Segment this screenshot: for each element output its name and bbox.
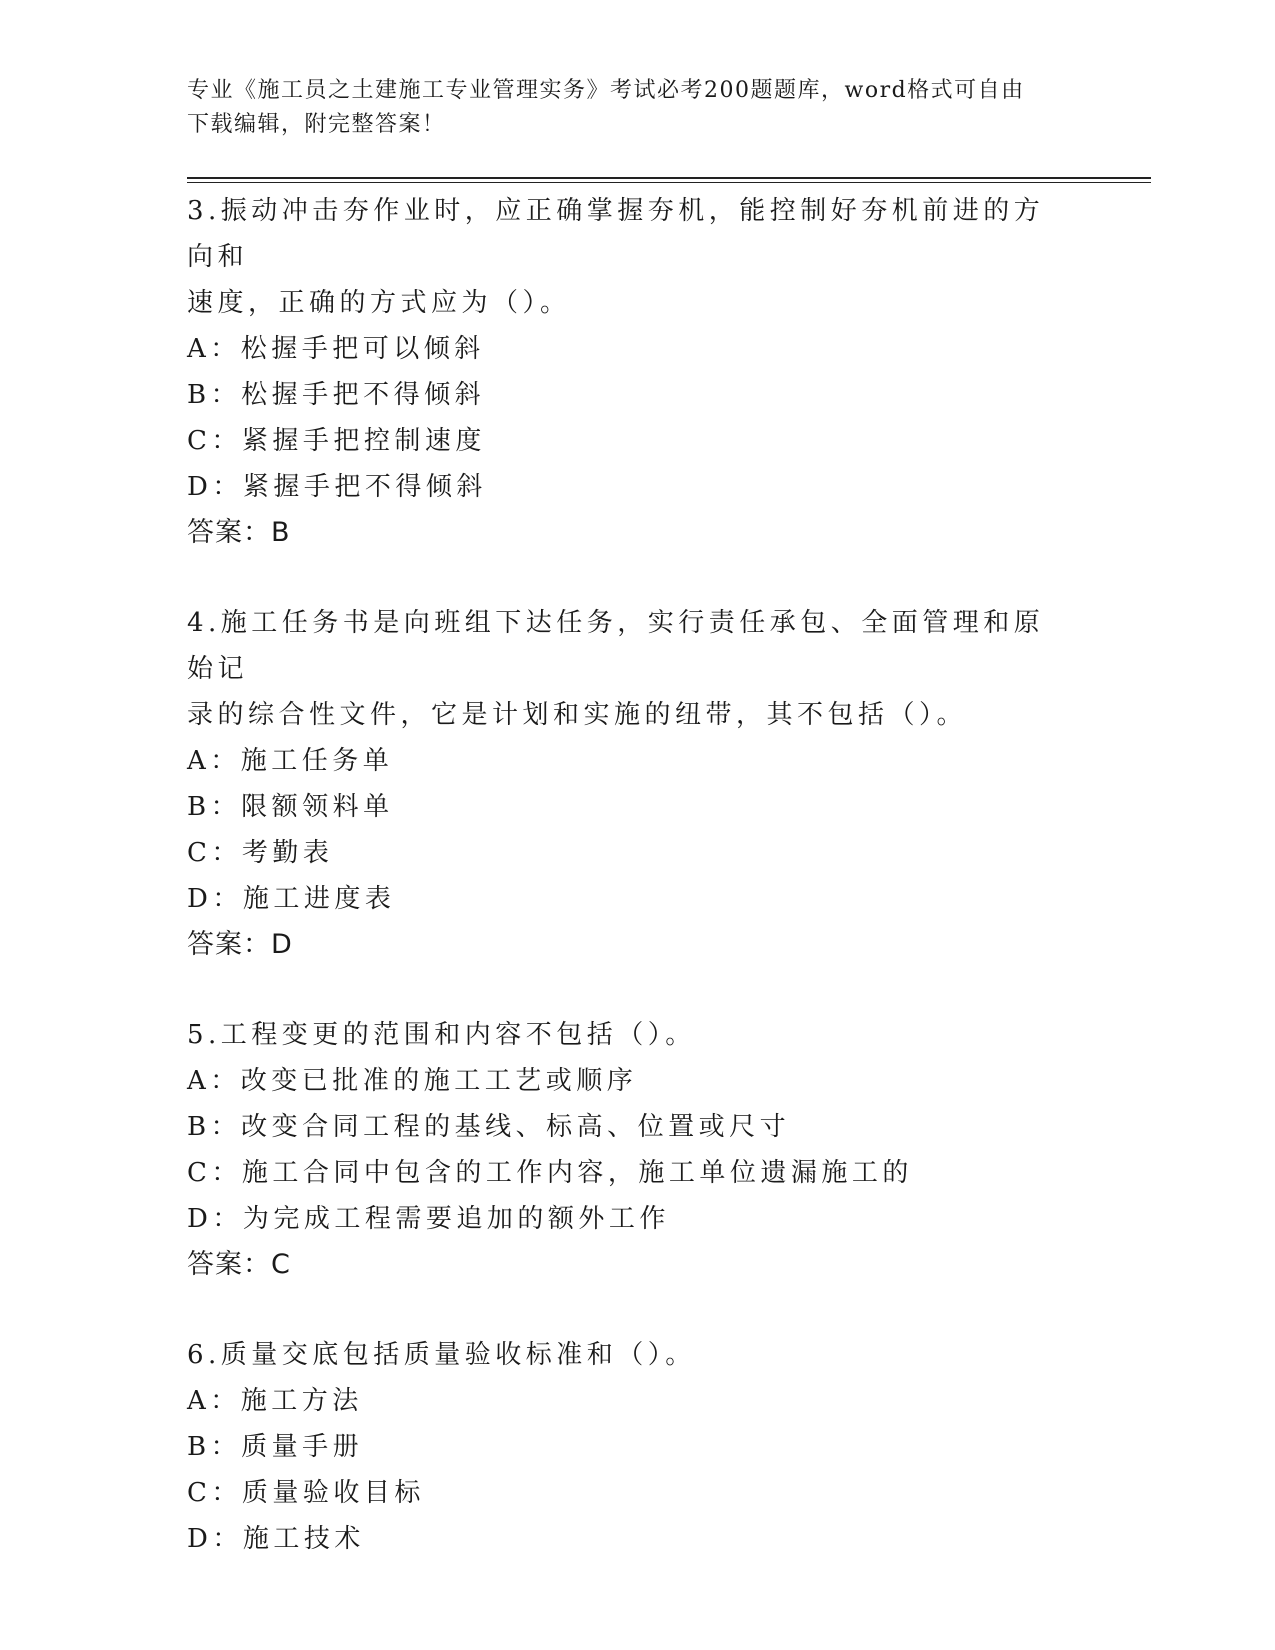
document-header xyxy=(187,74,1067,142)
header-line-2: 下载编辑，附完整答案！ xyxy=(187,112,446,137)
header-divider-thick xyxy=(187,177,1151,179)
option-b: B：质量手册 xyxy=(187,1432,364,1462)
option-d: D：紧握手把不得倾斜 xyxy=(187,472,487,502)
option-c: C：质量验收目标 xyxy=(187,1478,425,1508)
option-c: C：考勤表 xyxy=(187,838,334,868)
option-d: D：为完成工程需要追加的额外工作 xyxy=(187,1204,670,1234)
answer: 答案：D xyxy=(187,929,293,960)
question-stem: 4.施工任务书是向班组下达任务，实行责任承包、全面管理和原始记 xyxy=(187,608,1045,684)
option-d: D：施工进度表 xyxy=(187,884,396,914)
option-d: D：施工技术 xyxy=(187,1524,365,1554)
option-a: A：施工方法 xyxy=(187,1386,363,1416)
option-a: A：施工任务单 xyxy=(187,746,394,776)
header-divider-thin xyxy=(187,182,1151,183)
option-b: B：松握手把不得倾斜 xyxy=(187,380,486,410)
option-c: C：施工合同中包含的工作内容，施工单位遗漏施工的 xyxy=(187,1158,913,1188)
question-5 xyxy=(187,1012,1067,1288)
question-stem: 录的综合性文件，它是计划和实施的纽带，其不包括（）。 xyxy=(187,700,968,730)
question-stem: 5.工程变更的范围和内容不包括（）。 xyxy=(187,1020,696,1050)
option-a: A：改变已批准的施工工艺或顺序 xyxy=(187,1066,638,1096)
answer: 答案：C xyxy=(187,1249,291,1280)
question-6 xyxy=(187,1332,1067,1562)
question-spacer xyxy=(187,1288,1067,1332)
question-3 xyxy=(187,188,1067,556)
answer: 答案：B xyxy=(187,517,291,548)
question-spacer xyxy=(187,556,1067,600)
question-spacer xyxy=(187,968,1067,1012)
option-c: C：紧握手把控制速度 xyxy=(187,426,486,456)
question-stem: 速度，正确的方式应为（）。 xyxy=(187,288,571,318)
option-a: A：松握手把可以倾斜 xyxy=(187,334,485,364)
question-list xyxy=(187,188,1067,1562)
question-stem: 6.质量交底包括质量验收标准和（）。 xyxy=(187,1340,696,1370)
question-4 xyxy=(187,600,1067,968)
option-b: B：限额领料单 xyxy=(187,792,394,822)
question-stem: 3.振动冲击夯作业时，应正确掌握夯机，能控制好夯机前进的方向和 xyxy=(187,196,1045,272)
option-b: B：改变合同工程的基线、标高、位置或尺寸 xyxy=(187,1112,791,1142)
header-line-1: 专业《施工员之土建施工专业管理实务》考试必考200题题库，word格式可自由 xyxy=(187,78,1025,103)
